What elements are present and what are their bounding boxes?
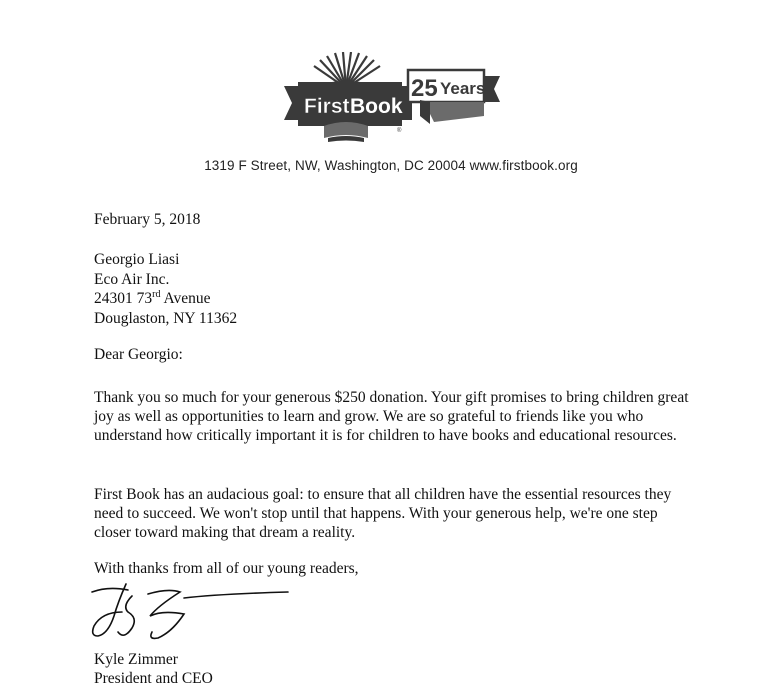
recipient-city: Douglaston, NY 11362	[94, 309, 238, 327]
body-paragraph-1: Thank you so much for your generous $250 donation. Your gift promises to bring children great joy as well as opportunities to learn and grow. We are so grateful to friends like you who understand how critically important it is for children to have books and educational resources.	[94, 389, 689, 444]
signer-name: Kyle Zimmer	[94, 651, 178, 668]
anniversary-word: Years	[440, 79, 486, 98]
logo-word-book: Book	[350, 95, 403, 118]
letter-date: February 5, 2018	[94, 211, 201, 228]
letterhead-address: 1319 F Street, NW, Washington, DC 20004 www.firstbook.org	[204, 158, 578, 173]
anniversary-number: 25	[411, 75, 438, 102]
recipient-street	[94, 289, 237, 309]
recipient-name: Georgio Liasi	[94, 251, 180, 268]
body-paragraph-2: First Book has an audacious goal: to ensure that all children have the essential resources they need to succeed. We won't stop until that happens. With your generous help, we're one step closer toward making that dream a reality.	[94, 486, 672, 541]
signer-block	[94, 650, 213, 688]
first-book-25-years-logo	[284, 52, 500, 150]
handwritten-signature	[88, 582, 298, 644]
street-name: Avenue	[160, 290, 211, 307]
logo-word-first: First	[304, 95, 350, 118]
recipient-block	[94, 250, 237, 328]
closing-line: With thanks from all of our young readers,	[94, 560, 359, 577]
street-ordinal-suffix: rd	[152, 289, 161, 300]
salutation: Dear Georgio:	[94, 346, 183, 363]
recipient-company: Eco Air Inc.	[94, 270, 170, 288]
street-number: 24301 73	[94, 290, 153, 307]
svg-text:®: ®	[397, 128, 402, 134]
signer-title: President and CEO	[94, 670, 213, 687]
